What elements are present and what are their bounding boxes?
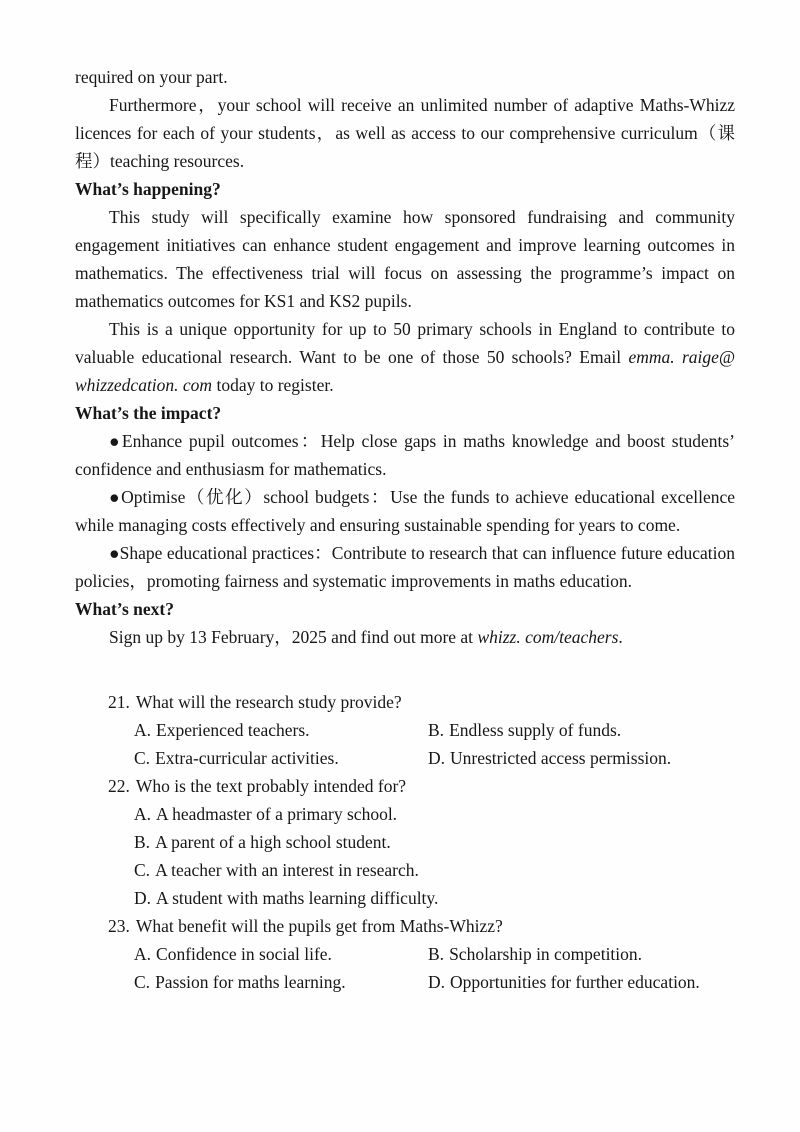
option-a-label: A.: [134, 804, 152, 824]
option-c-label: C.: [134, 972, 151, 992]
question-21-text: What will the research study provide?: [135, 692, 402, 712]
question-22-option-d: [134, 884, 735, 912]
section-heading-whats-next: What’s next?: [75, 599, 175, 619]
question-23-options: [134, 940, 735, 996]
question-23-option-b: [428, 940, 735, 968]
question-22-option-c: [134, 856, 735, 884]
option-c-label: C.: [134, 860, 151, 880]
question-22-option-a: [134, 800, 735, 828]
website-address-text: whizz. com/teachers: [477, 627, 619, 647]
option-b-label: B.: [134, 832, 151, 852]
question-21: [108, 688, 735, 772]
option-b-text: Endless supply of funds.: [449, 720, 622, 740]
option-d-text: A student with maths learning difficulty.: [156, 888, 439, 908]
option-d-text: Unrestricted access permission.: [450, 748, 672, 768]
question-22-stem: [108, 772, 735, 800]
option-a-label: A.: [134, 720, 152, 740]
option-a-label: A.: [134, 944, 152, 964]
option-c-text: Extra-curricular activities.: [155, 748, 339, 768]
page-content: [75, 63, 735, 996]
question-21-option-d: [428, 744, 735, 772]
option-b-text: Scholarship in competition.: [449, 944, 643, 964]
passage-paragraph-opportunity: [75, 315, 735, 399]
question-21-option-a: [134, 716, 428, 744]
question-21-number: 21.: [108, 692, 130, 712]
option-a-text: Confidence in social life.: [156, 944, 332, 964]
option-c-label: C.: [134, 748, 151, 768]
question-23: [108, 912, 735, 996]
question-23-text: What benefit will the pupils get from Maths-Whizz?: [135, 916, 503, 936]
register-text: today to register.: [212, 375, 334, 395]
option-b-label: B.: [428, 720, 445, 740]
question-21-stem: [108, 688, 735, 716]
question-23-option-a: [134, 940, 428, 968]
question-23-number: 23.: [108, 916, 130, 936]
option-d-label: D.: [134, 888, 152, 908]
email-address-text: emma. raige@ whizzedcation. com: [75, 347, 735, 395]
option-c-text: A teacher with an interest in research.: [155, 860, 419, 880]
section-heading-whats-the-impact: What’s the impact?: [75, 403, 222, 423]
question-23-option-d: [428, 968, 735, 996]
option-d-text: Opportunities for further education.: [450, 972, 700, 992]
bullet-item-enhance-outcomes: ●Enhance pupil outcomes：Help close gaps in maths knowledge and boost students’ confidence and enthusiasm for mathematics.: [75, 431, 735, 479]
bullet-item-shape-practices: ●Shape educational practices：Contribute to research that can influence future education policies，promoting fairness and systematic improvements in maths education.: [75, 543, 735, 591]
question-21-option-b: [428, 716, 735, 744]
question-22: [108, 772, 735, 912]
question-22-number: 22.: [108, 776, 130, 796]
question-23-stem: [108, 912, 735, 940]
bullet-item-optimise-budgets: ●Optimise（优化）school budgets：Use the funds to achieve educational excellence while managing costs effectively and ensuring sustainable spending for years to come.: [75, 487, 735, 535]
option-b-label: B.: [428, 944, 445, 964]
option-d-label: D.: [428, 972, 446, 992]
question-21-option-c: [134, 744, 428, 772]
question-22-options: [134, 800, 735, 912]
option-b-text: A parent of a high school student.: [155, 832, 391, 852]
passage-paragraph-furthermore: Furthermore，your school will receive an unlimited number of adaptive Maths-Whizz licences for each of your students，as well as access to our comprehensive curriculum（课程）teaching resources.: [75, 95, 735, 171]
passage-paragraph-signup: [75, 623, 735, 651]
passage-paragraph-continued: required on your part.: [75, 67, 228, 87]
question-22-option-b: [134, 828, 735, 856]
option-a-text: Experienced teachers.: [156, 720, 310, 740]
question-22-text: Who is the text probably intended for?: [135, 776, 407, 796]
passage-paragraph-study: This study will specifically examine how sponsored fundraising and community engagement initiatives can enhance student engagement and improve learning outcomes in mathematics. The effectiveness trial will focus on assessing the programme’s impact on mathematics outcomes for KS1 and KS2 pupils.: [75, 207, 735, 311]
questions-section: [108, 688, 735, 996]
option-d-label: D.: [428, 748, 446, 768]
signup-text: Sign up by 13 February，2025 and find out more at: [109, 627, 478, 647]
option-c-text: Passion for maths learning.: [155, 972, 346, 992]
question-23-option-c: [134, 968, 428, 996]
option-a-text: A headmaster of a primary school.: [156, 804, 398, 824]
signup-period: .: [618, 627, 623, 647]
opportunity-text: This is a unique opportunity for up to 50 primary schools in England to contribute to valuable educational research. Want to be one of those 50 schools? Email: [75, 319, 735, 367]
section-heading-whats-happening: What’s happening?: [75, 179, 221, 199]
question-21-options: [134, 716, 735, 772]
